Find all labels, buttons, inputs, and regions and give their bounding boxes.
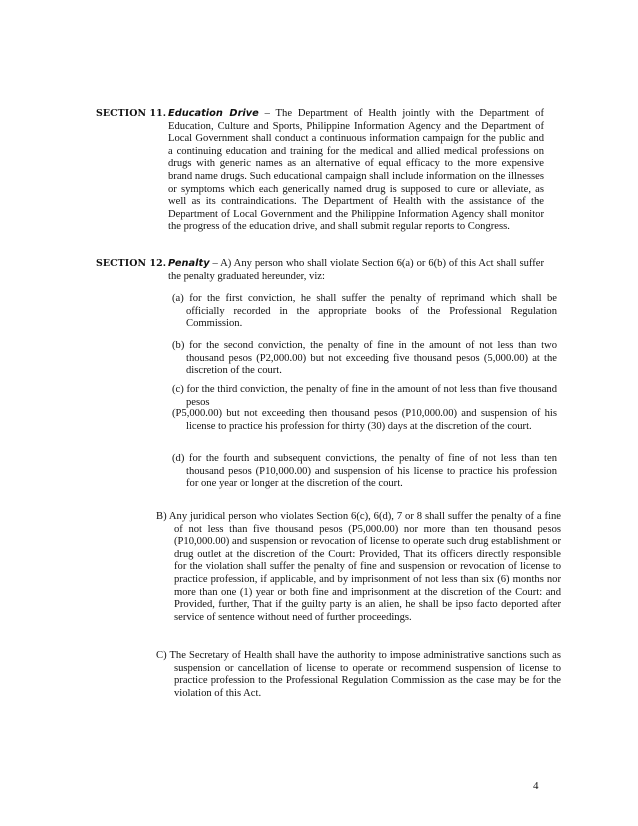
- penalty-item-b: (b) for the second conviction, the penalty of fine in the amount of not less than two thousand pesos (P2,000.00) but not exceeding five thousand pesos (5,000.00) at the discretion of the court.: [172, 340, 557, 377]
- section-text: – A) Any person who shall violate Section 6(a) or 6(b) of this Act shall suffer the penalty graduated hereunder, viz:: [168, 258, 544, 282]
- section-title: Education Drive: [168, 108, 259, 119]
- section-body: [168, 108, 544, 234]
- penalty-item-c-line1: (c) for the third conviction, the penalty of fine in the amount of not less than five thousand pesos: [172, 384, 557, 408]
- penalty-item-d: (d) for the fourth and subsequent convictions, the penalty of fine of not less than ten thousand pesos (P10,000.00) and suspension of his license to practice his profession for one year or longer at the discretion of the court.: [172, 453, 557, 490]
- section-body: [168, 258, 544, 283]
- penalty-item-B: B) Any juridical person who violates Section 6(c), 6(d), 7 or 8 shall suffer the penalty of a fine of not less than five thousand pesos (P5,000.00) nor more than ten thousand pesos (P10,000.00) and suspension or revocation of license to operate such drug establishment or drug outlet at the discretion of the Court: Provided, That its officers directly responsible for the violation shall suffer the penalty of fine and suspension or revocation of license to practice profession, if applicable, and by imprisonment of not less than six (6) months nor more than one (1) year or both fine and imprisonment at the discretion of the Court: and Provided, further, That if the guilty party is an alien, he shall be ipso facto deported after service of sentence without need of further proceedings.: [156, 511, 561, 623]
- section-label: SECTION 12.: [96, 258, 167, 269]
- penalty-item-C: C) The Secretary of Health shall have the authority to impose administrative sanctions such as suspension or cancellation of license to operate or recommend suspension of license to practice profession to the Professional Regulation Commission as the case may be for the violation of this Act.: [156, 650, 561, 699]
- section-title: Penalty: [168, 258, 210, 269]
- section-text: – The Department of Health jointly with the Department of Education, Culture and Sports, Philippine Information Agency and the Department of Local Government shall conduct a continuous information campaign for the public and a continuing education and training for the medical and allied medical professions on drugs with generic names as an alternative of equal efficacy to the more expensive brand name drugs. Such educational campaign shall include information on the illnesses or symptoms which each generically named drug is supposed to cure or alleviate, as well as its contraindications. The Department of Health with the assistance of the Department of Local Government and the Philippine Information Agency shall monitor the progress of the education drive, and shall submit regular reports to Congress.: [168, 108, 544, 233]
- section-12: [96, 258, 544, 283]
- section-label: SECTION 11.: [96, 108, 167, 119]
- penalty-item-a: (a) for the first conviction, he shall suffer the penalty of reprimand which shall be officially recorded in the appropriate books of the Professional Regulation Commission.: [172, 293, 557, 330]
- page-number: 4: [533, 780, 539, 792]
- section-11: [96, 108, 544, 234]
- penalty-item-c-continued: (P5,000.00) but not exceeding then thousand pesos (P10,000.00) and suspension of his license to practice his profession for thirty (30) days at the discretion of the court.: [172, 408, 557, 432]
